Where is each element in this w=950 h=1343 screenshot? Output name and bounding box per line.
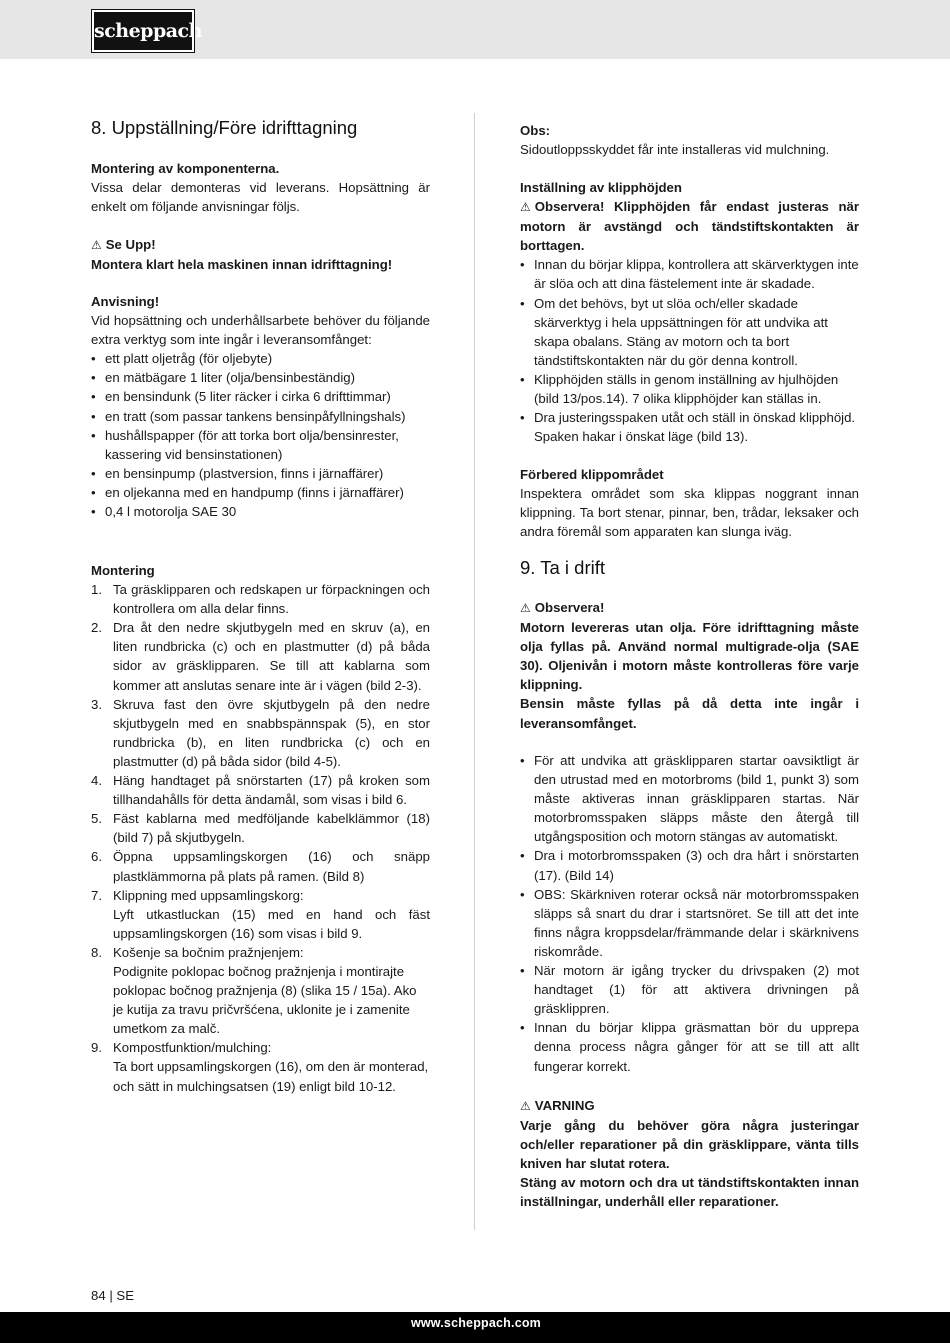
assembly-block [91,561,430,1096]
list-item: • Klipphöjden ställs in genom inställning av hjulhöjden (bild 13/pos.14). 7 olika klipphöjder kan ställas in. [520,370,859,408]
height-block [520,178,859,446]
list-item: 8. Košenje sa bočnim pražnjenjem: Podignite poklopac bočnog pražnjenja i montirajte poklopac bočnog pražnjenja (8) (slika 15 / 15a). Ako je kutija za travu pričvršćena, uklonite je i zamenite umetkom za malč. [91,944,417,1037]
warning-triangle-icon: ⚠ [520,200,531,215]
list-item: • När motorn är igång trycker du drivspaken (2) mot handtaget (1) för att aktivera drivningen på gräsklippren. [520,961,859,1018]
warning-text-2: Stäng av motorn och dra ut tändstiftskontakten innan inställningar, underhåll eller reparationer. [520,1175,859,1210]
tools-list [91,349,430,521]
list-item: 3. Skruva fast den övre skjutbygeln på den nedre skjutbygeln med en snabbspännspak (5), en stor rundbricka (b), en liten rundbricka (c) och en plastmutter (d) på båda sidor (bild 4-5). [91,696,430,769]
list-item: • ett platt oljetråg (för oljebyte) [91,349,430,368]
footer-url: www.scheppach.com [410,1316,541,1330]
observe-title: Observera! [534,600,605,615]
operation-list [520,751,859,1076]
note-text: Vid hopsättning och underhållsarbete behöver du följande extra verktyg som inte ingår i leveransomfånget: [91,313,430,348]
warning-triangle-icon: ⚠ [520,601,531,615]
caution-text: Montera klart hela maskinen innan idrifttagning! [91,257,393,273]
list-item: • För att undvika att gräsklipparen startar oavsiktligt är den utrustad med en motorbroms (bild 1, punkt 3) som måste aktiveras innan gräsklipparen startas. När motorbromsspaken släpps måste den återgå till utgångsposition och motorn stängas av automatiskt. [520,751,859,846]
list-item: • en bensinpump (plastversion, finns i järnaffärer) [91,464,430,483]
page-number: 84 | SE [91,1288,135,1303]
petrol-text: Bensin måste fyllas på då detta inte ingår i leveransomfånget. [520,696,859,731]
obs-title: Obs: [520,123,551,138]
warning-triangle-icon: ⚠ [91,238,102,252]
warning-text: Varje gång du behöver göra några justeringar och/eller reparationer på din gräsklippare, vänta tills kniven har slutat rotera. [520,1118,859,1172]
list-item: • en bensindunk (5 liter räcker i cirka 6 drifttimmar) [91,387,430,406]
observe-block [520,598,859,733]
caution-block [91,235,430,274]
warning-title: VARNING [534,1098,595,1113]
height-title: Inställning av klipphöjden [520,180,682,195]
observe-text: Motorn levereras utan olja. Före idrifttagning måste olja fyllas på. Använd normal multigrade-olja (SAE 30). Oljenivån i motorn måste kontrolleras före varje klippning. [520,620,859,693]
list-item: • en tratt (som passar tankens bensinpåfyllningshals) [91,407,430,426]
warning-triangle-icon: ⚠ [520,1099,531,1113]
obs-block [520,121,859,159]
list-item: • Dra i motorbromsspaken (3) och dra hårt i snörstarten (17). (Bild 14) [520,846,859,884]
area-text: Inspektera området som ska klippas noggrant innan klippning. Ta bort stenar, pinnar, ben, trådar, leksaker och andra föremål som apparaten kan slunga iväg. [520,486,859,540]
list-item: 2. Dra åt den nedre skjutbygeln med en skruv (a), en liten rundbricka (c) och en plastmutter (d) på båda sidor av gräsklipparen. Se till att kablarna som kommer att anslutas senare inte är i vägen (bild 2-3). [91,620,430,693]
list-item: • Innan du börjar klippa gräsmattan bör du upprepa denna process några gånger för att se till att allt fungerar korrekt. [520,1018,859,1075]
obs-text: Sidoutloppsskyddet får inte installeras vid mulchning. [520,142,830,158]
list-item: • en oljekanna med en handpump (finns i järnaffärer) [91,483,430,502]
list-item: • Dra justeringsspaken utåt och ställ in önskad klipphöjd. Spaken hakar i önskat läge (bild 13). [520,408,859,446]
list-item: 5. Fäst kablarna med medföljande kabelklämmor (18) (bild 7) på skjutbygeln. [91,811,430,846]
list-item: • hushållspapper (för att torka bort olja/bensinrester, kassering vid bensinstationen) [91,426,430,464]
list-item: 6. Öppna uppsamlingskorgen (16) och snäpp plastklämmorna på plats på ramen. (Bild 8) [91,849,430,884]
area-block [520,465,859,541]
list-item: • OBS: Skärkniven roterar också när motorbromsspaken släpps så snart du drar i startsnöret. Se till att det inte finns några kroppsdelar/främmande delar i skärknivens riskområde. [520,885,859,961]
area-title: Förbered klippområdet [520,467,664,482]
list-item: • en mätbägare 1 liter (olja/bensinbeständig) [91,368,430,387]
list-item: • Innan du börjar klippa, kontrollera att skärverktygen inte är slöa och att dina fästelement inte är skadade. [520,255,859,293]
list-item: 7. Klippning med uppsamlingskorg: Lyft utkastluckan (15) med en hand och fäst uppsamlingskorgen (16) som visas i bild 9. [91,887,430,941]
caution-title: Se Upp! [105,237,156,252]
list-item: 1. Ta gräsklipparen och redskapen ur förpackningen och kontrollera om alla delar finns. [91,582,430,617]
warning-block [520,1096,859,1212]
mount-title: Montering av komponenterna. [91,161,280,176]
list-item: 9. Kompostfunktion/mulching: Ta bort uppsamlingskorgen (16), om den är monterad, och sätt in mulchingsatsen (19) enligt bild 10-12. [91,1040,429,1094]
mount-text: Vissa delar demonteras vid leverans. Hopsättning är enkelt om följande anvisningar följs. [91,180,430,215]
height-list [520,255,859,446]
note-block [91,292,430,521]
note-title: Anvisning! [91,294,160,309]
column-divider [474,113,475,1230]
section-9-title: 9. Ta i drift [520,557,606,578]
section-8-title: 8. Uppställning/Före idrifttagning [91,117,358,138]
height-warning: Observera! Klipphöjden får endast justeras när motorn är avstängd och tändstiftskontakten är borttagen. [520,199,859,254]
list-item: • Om det behövs, byt ut slöa och/eller skadade skärverktyg i hela uppsättningen för att undvika att skapa obalans. Stäng av motorn och ta bort tändstiftskontakten när du gör denna kontroll. [520,294,859,370]
mount-block [91,159,430,216]
assembly-title: Montering [91,563,155,578]
list-item: 4. Häng handtaget på snörstarten (17) på kroken som tillhandahålls för detta ändamål, som visas i bild 6. [91,773,430,808]
list-item: • 0,4 l motorolja SAE 30 [91,502,430,521]
brand-logo: scheppach [92,10,194,52]
